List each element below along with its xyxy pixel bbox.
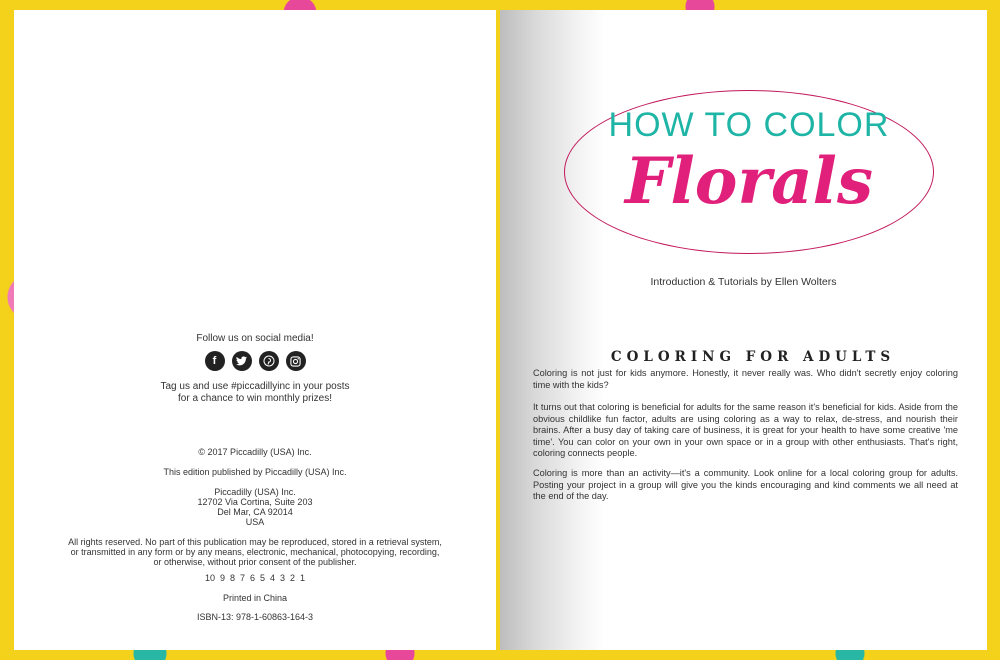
address-line: 12702 Via Cortina, Suite 203 — [197, 497, 313, 507]
byline: Introduction & Tutorials by Ellen Wolters — [650, 276, 837, 288]
isbn-text: ISBN-13: 978-1-60863-164-3 — [196, 612, 314, 622]
right-page — [500, 10, 987, 650]
body-paragraph: It turns out that coloring is beneficial for adults for the same reason it's beneficial for kids. Aside from the obvious childlike fun factor, adults are using coloring as a way to relax, de-stress, and nourish their brains. After a busy day of taking care of business, it is great for your health to have some creative 'me time'. You can color on your own in your own space or in a group with other enthusiasts. That's right, coloring connects people. — [533, 402, 958, 458]
tag-line-2: for a chance to win monthly prizes! — [178, 393, 332, 404]
left-page — [14, 10, 496, 650]
tag-line-1: Tag us and use #piccadillyinc in your posts — [160, 381, 350, 392]
address-line: Del Mar, CA 92014 — [217, 507, 293, 517]
address-line: USA — [245, 517, 265, 527]
rights-line: All rights reserved. No part of this publication may be reproduced, stored in a retrieval system, — [68, 537, 442, 547]
follow-text: Follow us on social media! — [196, 333, 314, 344]
instagram-icon[interactable] — [286, 351, 306, 371]
body-paragraph: Coloring is more than an activity—it's a community. Look online for a local coloring group for adults. Posting your project in a group will give you the kinds encouraging and kind comments we all need at the end of the day. — [533, 468, 958, 501]
address-line: Piccadilly (USA) Inc. — [214, 487, 296, 497]
body-paragraph: Coloring is not just for kids anymore. Honestly, it never really was. Who didn't secretly enjoy coloring time with the kids? — [533, 368, 958, 390]
twitter-icon[interactable] — [232, 351, 252, 371]
title-top: HOW TO COLOR — [608, 106, 890, 144]
rights-line: or transmitted in any form or by any means, electronic, mechanical, photocopying, recording, — [70, 547, 440, 557]
title-main: Florals — [625, 144, 873, 219]
section-heading: COLORING FOR ADULTS — [610, 349, 896, 365]
edition-text: This edition published by Piccadilly (USA) Inc. — [163, 467, 347, 477]
pinterest-icon[interactable] — [259, 351, 279, 371]
printed-in-text: Printed in China — [222, 593, 288, 603]
rights-line: or otherwise, without prior consent of the publisher. — [153, 557, 357, 567]
social-icons — [14, 351, 496, 371]
copyright-text: © 2017 Piccadilly (USA) Inc. — [198, 447, 312, 457]
print-number-line: 10 9 8 7 6 5 4 3 2 1 — [204, 573, 306, 583]
facebook-icon[interactable]: f — [205, 351, 225, 371]
